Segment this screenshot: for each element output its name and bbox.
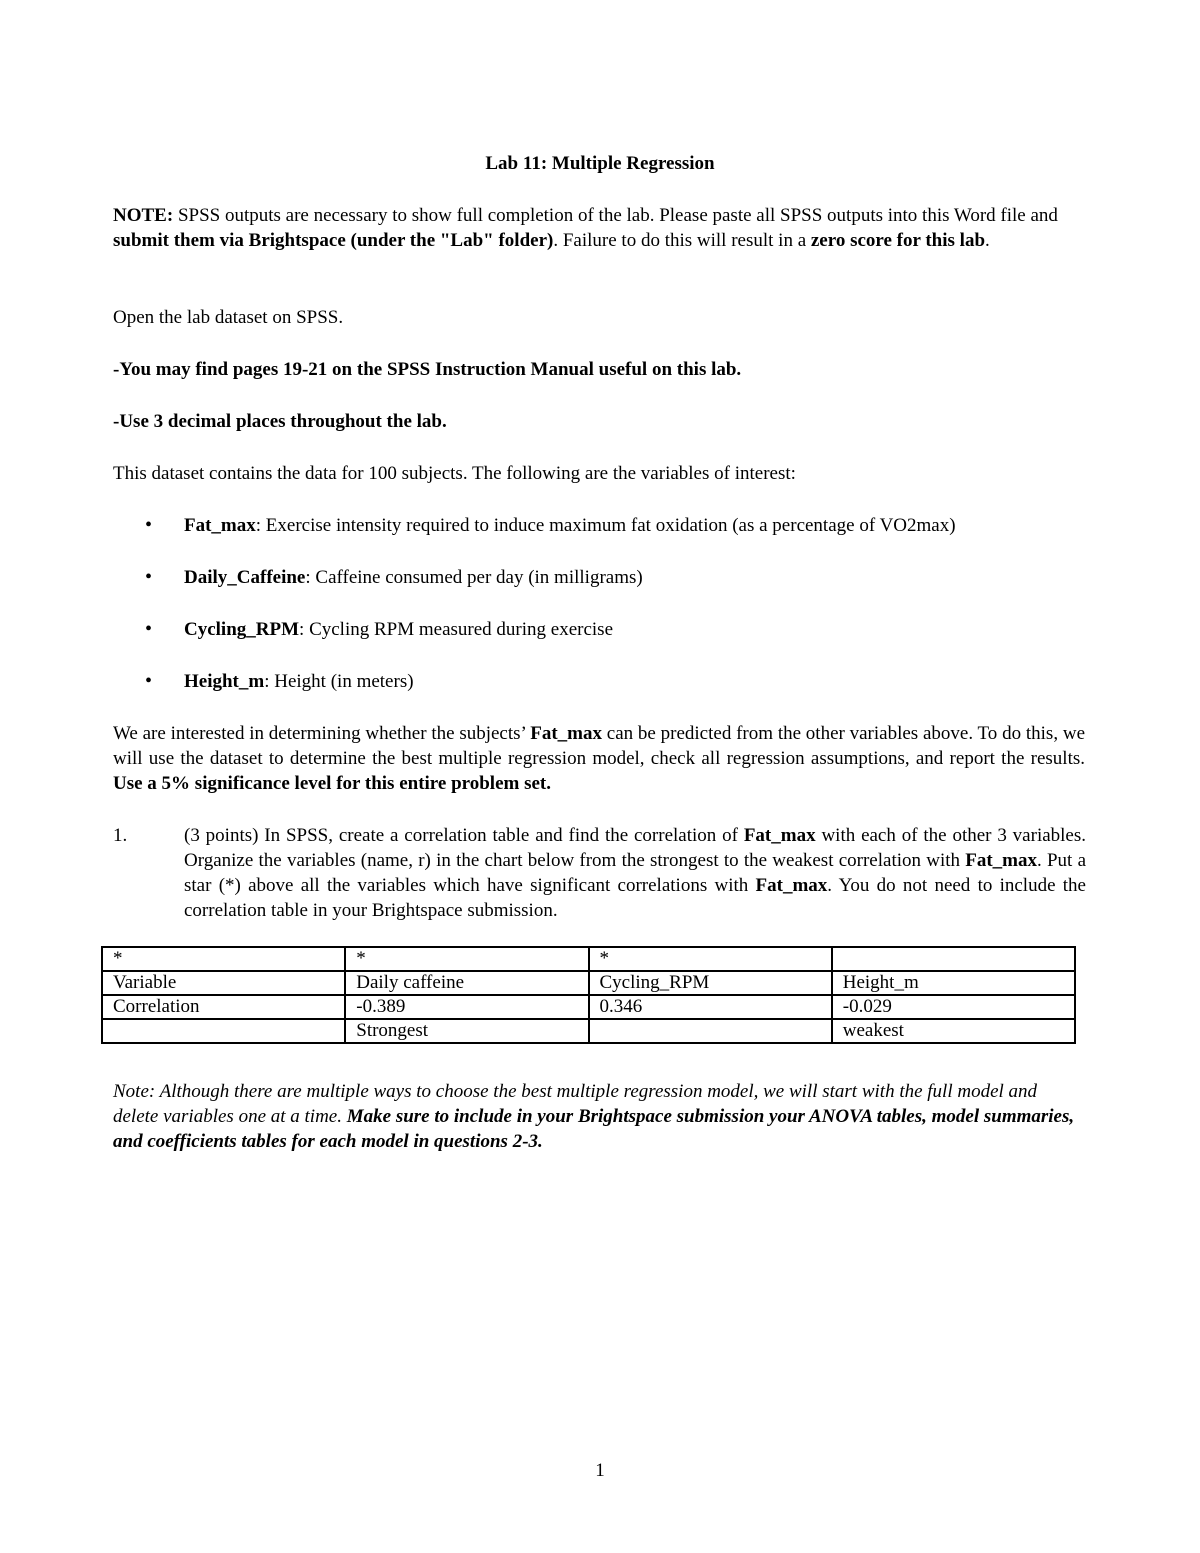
table-cell[interactable]: Cycling_RPM xyxy=(589,971,832,995)
note2-bold: Make sure to include in your Brightspace submission your ANOVA tables, model summaries, and coefficients tables for each model in questions 2-3. xyxy=(113,1106,1075,1152)
table-cell[interactable]: * xyxy=(589,947,832,971)
question-text-4: . You do not need to include the correlation table in your Brightspace submission. xyxy=(184,875,1086,921)
interest-bold-fatmax: Fat_max xyxy=(530,723,603,744)
variable-name: Height_m xyxy=(184,671,265,692)
variable-description: : Cycling RPM measured during exercise xyxy=(299,619,614,640)
page-number: 1 xyxy=(595,1460,605,1481)
tip-decimal-places: -Use 3 decimal places throughout the lab. xyxy=(113,411,447,432)
question-bold-1: Fat_max xyxy=(743,825,816,846)
table-cell[interactable]: Correlation xyxy=(102,995,345,1019)
question-text-1: (3 points) In SPSS, create a correlation table and find the correlation of xyxy=(184,825,744,846)
table-cell[interactable]: Variable xyxy=(102,971,345,995)
correlation-table xyxy=(101,946,1076,1044)
variable-description: : Height (in meters) xyxy=(264,671,414,692)
note-bold-submit: submit them via Brightspace (under the "Lab" folder) xyxy=(113,230,554,251)
note-text-3: . xyxy=(985,230,990,251)
bullet-icon: • xyxy=(145,514,153,536)
table-cell[interactable]: * xyxy=(345,947,588,971)
question-bold-3: Fat_max xyxy=(755,875,828,896)
variable-name: Fat_max xyxy=(184,515,256,536)
interest-bold-significance: Use a 5% significance level for this entire problem set. xyxy=(113,773,551,794)
bullet-icon: • xyxy=(145,566,153,588)
bullet-icon: • xyxy=(145,618,153,640)
note2-text: Note: Although there are multiple ways to choose the best multiple regression model, we will start with the full model and delete variables one at a time. xyxy=(113,1081,1038,1127)
table-cell[interactable]: Strongest xyxy=(345,1019,588,1043)
table-cell[interactable] xyxy=(589,1019,832,1043)
note-bold-zero: zero score for this lab xyxy=(810,230,986,251)
dataset-intro: This dataset contains the data for 100 subjects. The following are the variables of interest: xyxy=(113,463,796,484)
question-text-2: with each of the other 3 variables. Organize the variables (name, r) in the chart below from the strongest to the weakest correlation with xyxy=(184,825,1087,871)
table-row xyxy=(102,995,1075,1019)
open-dataset-instruction: Open the lab dataset on SPSS. xyxy=(113,307,344,328)
table-cell[interactable]: -0.389 xyxy=(345,995,588,1019)
model-selection-note xyxy=(113,1079,1085,1154)
table-cell[interactable]: 0.346 xyxy=(589,995,832,1019)
table-row xyxy=(102,1019,1075,1043)
submission-note xyxy=(113,203,1085,253)
table-cell[interactable]: weakest xyxy=(832,1019,1075,1043)
table-cell[interactable] xyxy=(832,947,1075,971)
question-number: 1. xyxy=(113,825,128,846)
table-cell[interactable]: * xyxy=(102,947,345,971)
note-label: NOTE: xyxy=(113,205,174,226)
table-row xyxy=(102,947,1075,971)
note-text-2: . Failure to do this will result in a xyxy=(553,230,811,251)
note-text-1: SPSS outputs are necessary to show full completion of the lab. Please paste all SPSS outputs into this Word file and xyxy=(173,205,1058,226)
interest-text-1: We are interested in determining whether the subjects’ xyxy=(113,723,531,744)
table-cell[interactable]: Height_m xyxy=(832,971,1075,995)
variable-description: : Caffeine consumed per day (in milligrams) xyxy=(305,567,643,588)
question-bold-2: Fat_max xyxy=(965,850,1038,871)
table-row xyxy=(102,971,1075,995)
table-cell[interactable] xyxy=(102,1019,345,1043)
variable-name: Daily_Caffeine xyxy=(184,567,306,588)
table-cell[interactable]: Daily caffeine xyxy=(345,971,588,995)
tip-manual-pages: -You may find pages 19-21 on the SPSS Instruction Manual useful on this lab. xyxy=(113,359,742,380)
research-interest xyxy=(113,721,1085,796)
table-cell[interactable]: -0.029 xyxy=(832,995,1075,1019)
variable-description: : Exercise intensity required to induce maximum fat oxidation (as a percentage of VO2max) xyxy=(255,515,956,536)
document-title: Lab 11: Multiple Regression xyxy=(485,153,715,174)
question-1-text xyxy=(184,823,1086,923)
question-text-3: . Put a star (*) above all the variables which have significant correlations with xyxy=(184,850,1087,896)
interest-text-2: can be predicted from the other variables above. To do this, we will use the dataset to determine the best multiple regression model, check all regression assumptions, and report the results. xyxy=(113,723,1085,769)
bullet-icon: • xyxy=(145,670,153,692)
variable-name: Cycling_RPM xyxy=(184,619,300,640)
